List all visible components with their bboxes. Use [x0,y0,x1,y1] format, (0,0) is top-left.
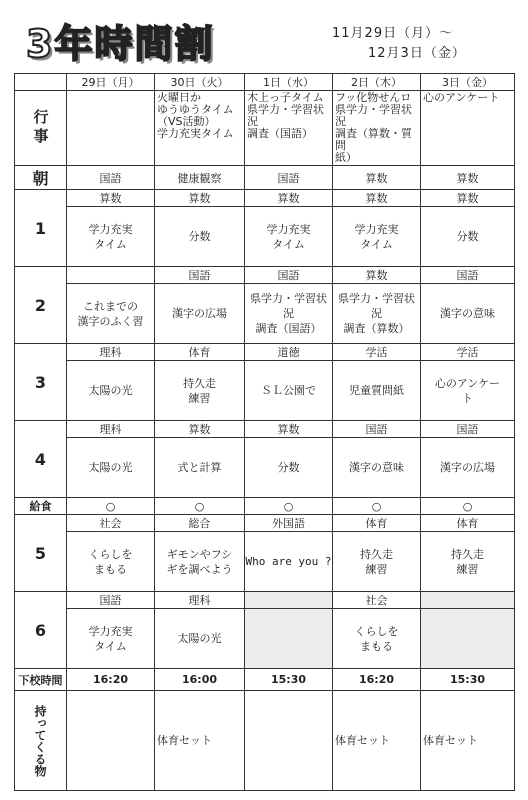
bring-label: 持ってくる物 [33,704,47,777]
subject-cell: 国語 [245,267,333,284]
subject-cell: 算数 [333,267,421,284]
event-cell: 火曜日か ゆうゆうタイム （VS活動） 学力充実タイム [155,91,245,166]
subject-cell: 国語 [421,421,515,438]
period-number: 1 [15,190,67,267]
activity-cell: 太陽の光 [67,361,155,421]
event-cell: 木上っ子タイム 県学力・学習状況 調査（国語） [245,91,333,166]
period-number: 6 [15,592,67,669]
bring-cell: 体育セット [421,691,515,791]
period-subject-row [15,515,515,532]
event-cell: 心のアンケート [421,91,515,166]
activity-cell: 漢字の意味 [333,438,421,498]
lunch-cell: ○ [155,498,245,515]
period-activity-row [15,438,515,498]
title-text: 3年時間割 [26,21,215,66]
lunch-cell: ○ [421,498,515,515]
activity-cell: 漢字の広場 [421,438,515,498]
dismissal-row [15,669,515,691]
events-label: 行事 [31,109,50,147]
subject-cell: 算数 [333,190,421,207]
dismissal-label: 下校時間 [15,669,67,691]
day-header: 3日（金） [421,74,515,91]
subject-cell: 外国語 [245,515,333,532]
dismissal-cell: 16:00 [155,669,245,691]
subject-cell: 道徳 [245,344,333,361]
morning-cell: 健康観察 [155,166,245,190]
bring-cell [67,691,155,791]
activity-cell: 児童質問紙 [333,361,421,421]
subject-cell: 体育 [155,344,245,361]
subject-cell: 算数 [421,190,515,207]
activity-cell: 学力充実 タイム [67,207,155,267]
activity-cell: 県学力・学習状況 調査（算数） [333,284,421,344]
subject-cell: 社会 [67,515,155,532]
subject-cell: 算数 [245,190,333,207]
subject-cell: 国語 [333,421,421,438]
dismissal-cell: 16:20 [67,669,155,691]
events-row [15,91,515,166]
period-number: 4 [15,421,67,498]
bring-cell: 体育セット [155,691,245,791]
period-number: 3 [15,344,67,421]
period-subject-row [15,267,515,284]
activity-cell [245,609,333,669]
activity-cell: 心のアンケー ト [421,361,515,421]
subject-cell: 学活 [421,344,515,361]
bring-cell: 体育セット [333,691,421,791]
activity-cell: Who are you ? [245,532,333,592]
activity-cell: くらしを まもる [67,532,155,592]
activity-cell: 分数 [245,438,333,498]
period-subject-row [15,190,515,207]
activity-cell: 分数 [421,207,515,267]
page-title [26,14,214,66]
dismissal-cell: 16:20 [333,669,421,691]
activity-cell: 太陽の光 [67,438,155,498]
date-from: 11月29日（月）～ [332,26,454,41]
day-header: 1日（水） [245,74,333,91]
subject-cell: 体育 [421,515,515,532]
subject-cell: 総合 [155,515,245,532]
dismissal-cell: 15:30 [245,669,333,691]
subject-cell: 国語 [155,267,245,284]
subject-cell: 社会 [333,592,421,609]
morning-cell: 国語 [245,166,333,190]
morning-cell: 算数 [421,166,515,190]
subject-cell: 学活 [333,344,421,361]
period-number: 2 [15,267,67,344]
bring-cell [245,691,333,791]
activity-cell: これまでの 漢字のふく習 [67,284,155,344]
activity-cell: 持久走 練習 [421,532,515,592]
period-activity-row [15,207,515,267]
subject-cell: 算数 [155,190,245,207]
subject-cell: 理科 [67,344,155,361]
activity-cell: 漢字の広場 [155,284,245,344]
activity-cell: くらしを まもる [333,609,421,669]
period-number: 5 [15,515,67,592]
lunch-label: 給食 [15,498,67,515]
events-label-cell [15,91,67,166]
bring-row [15,691,515,791]
activity-cell: 県学力・学習状況 調査（国語） [245,284,333,344]
lunch-cell: ○ [67,498,155,515]
lunch-cell: ○ [245,498,333,515]
subject-cell [421,592,515,609]
activity-cell: 学力充実 タイム [67,609,155,669]
day-header: 30日（火） [155,74,245,91]
morning-cell: 算数 [333,166,421,190]
period-activity-row [15,532,515,592]
subject-cell: 算数 [245,421,333,438]
period-activity-row [15,284,515,344]
period-subject-row [15,592,515,609]
subject-cell [245,592,333,609]
activity-cell [421,609,515,669]
activity-cell: 式と計算 [155,438,245,498]
morning-label: 朝 [15,166,67,190]
activity-cell: 持久走 練習 [155,361,245,421]
period-subject-row [15,421,515,438]
activity-cell: ギモンやフシ ギを調べよう [155,532,245,592]
event-cell [67,91,155,166]
activity-cell: 分数 [155,207,245,267]
subject-cell: 国語 [67,592,155,609]
period-activity-row [15,361,515,421]
morning-row [15,166,515,190]
day-header: 2日（木） [333,74,421,91]
morning-cell: 国語 [67,166,155,190]
period-subject-row [15,344,515,361]
subject-cell: 理科 [155,592,245,609]
date-range [332,22,466,62]
subject-cell: 体育 [333,515,421,532]
activity-cell: 学力充実 タイム [333,207,421,267]
subject-cell: 国語 [421,267,515,284]
subject-cell: 算数 [67,190,155,207]
activity-cell: 漢字の意味 [421,284,515,344]
bring-label-cell [15,691,67,791]
day-header-row [15,74,515,91]
subject-cell: 理科 [67,421,155,438]
activity-cell: ＳＬ公園で [245,361,333,421]
lunch-cell: ○ [333,498,421,515]
day-header: 29日（月） [67,74,155,91]
subject-cell: 算数 [155,421,245,438]
activity-cell: 持久走 練習 [333,532,421,592]
dismissal-cell: 15:30 [421,669,515,691]
date-to: 12月3日（金） [368,46,466,61]
activity-cell: 学力充実 タイム [245,207,333,267]
corner-cell [15,74,67,91]
period-activity-row [15,609,515,669]
subject-cell [67,267,155,284]
timetable [14,73,515,791]
event-cell: フッ化物せんロ 県学力・学習状況 調査（算数・質問 紙） [333,91,421,166]
lunch-row [15,498,515,515]
activity-cell: 太陽の光 [155,609,245,669]
